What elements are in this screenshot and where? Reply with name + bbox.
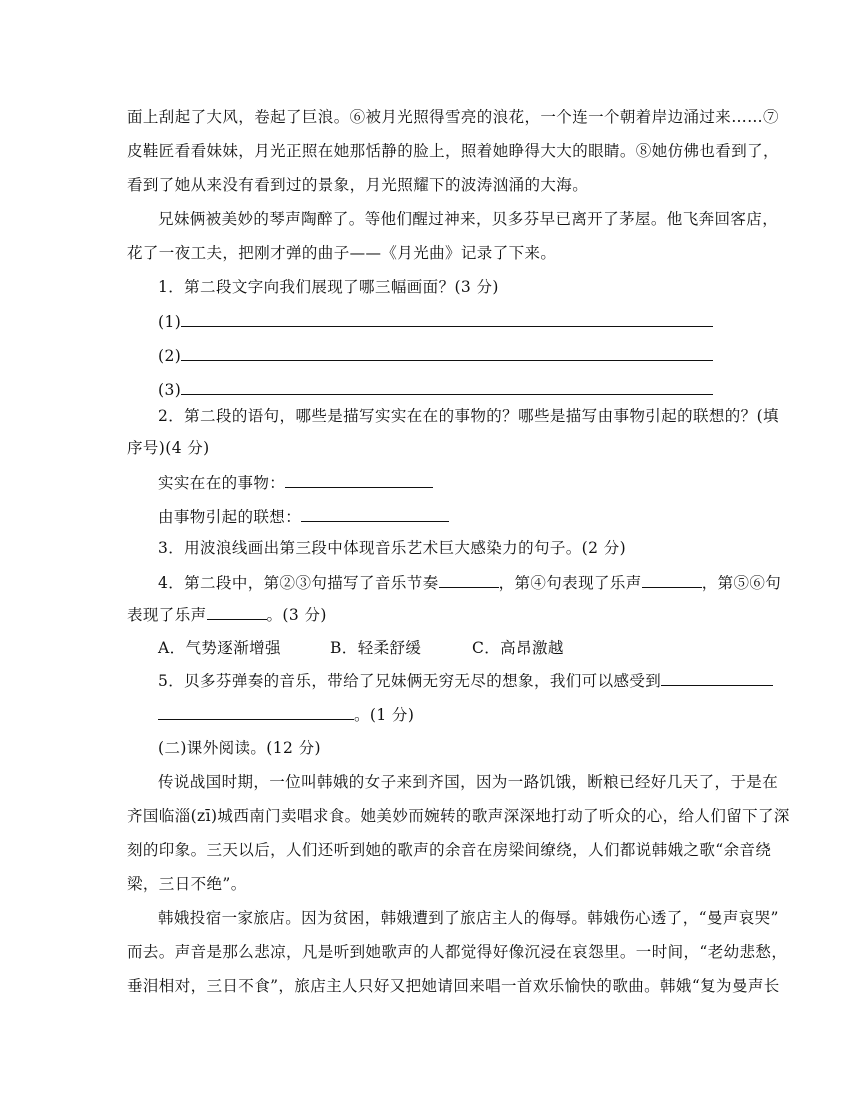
answer-blank[interactable] — [439, 571, 499, 588]
answer-blank[interactable] — [181, 310, 713, 327]
q4-option-a: A．气势逐渐增强 — [158, 639, 281, 657]
passage-line: 兄妹俩被美妙的琴声陶醉了。等他们醒过神来，贝多芬早已离开了茅屋。他飞奔回客店， — [158, 210, 779, 228]
q4-text: ，第④句表现了乐声 — [498, 574, 642, 592]
q5-text: 。(1 分) — [354, 706, 415, 724]
question-5-cont — [158, 703, 414, 726]
section-heading: (二)课外阅读。(12 分) — [158, 739, 321, 757]
answer-blank[interactable] — [661, 669, 773, 686]
passage-line: 齐国临淄(zī)城西南门卖唱求食。她美妙而婉转的歌声深深地打动了听众的心，给人们留下了深 — [127, 807, 790, 825]
answer-label: (1) — [158, 313, 182, 331]
q5-text: 5．贝多芬弹奏的音乐，带给了兄妹俩无穷无尽的想象，我们可以感受到 — [158, 672, 662, 690]
question-3: 3．用波浪线画出第三段中体现音乐艺术巨大感染力的句子。(2 分) — [158, 539, 627, 557]
question-2-cont: 序号)(4 分) — [127, 439, 210, 457]
question-4 — [158, 571, 781, 594]
q4-text: 表现了乐声 — [127, 606, 207, 624]
association-label: 由事物引起的联想： — [158, 508, 302, 526]
association-line — [158, 505, 449, 528]
question-5 — [158, 669, 773, 692]
passage-line: 垂泪相对，三日不食”，旅店主人只好又把她请回来唱一首欢乐愉快的歌曲。韩娥“复为曼声长 — [127, 977, 780, 995]
q4-text: 。(3 分) — [266, 606, 327, 624]
answer-label: (2) — [158, 347, 182, 365]
answer-blank[interactable] — [301, 505, 449, 522]
real-things-line — [158, 471, 433, 494]
question-2: 2．第二段的语句，哪些是描写实实在在的事物的？哪些是描写由事物引起的联想的？(填 — [158, 407, 779, 425]
question-4-cont — [127, 603, 327, 626]
q4-text: 4．第二段中，第②③句描写了音乐节奏 — [158, 574, 439, 592]
answer-blank[interactable] — [181, 378, 713, 395]
question-1: 1．第二段文字向我们展现了哪三幅画面？(3 分) — [158, 278, 499, 296]
passage-line: 传说战国时期，一位叫韩娥的女子来到齐国，因为一路饥饿，断粮已经好几天了，于是在 — [158, 773, 779, 791]
q4-option-b: B．轻柔舒缓 — [330, 639, 422, 657]
answer-line-1 — [158, 310, 713, 333]
answer-blank[interactable] — [285, 471, 433, 488]
passage-line: 看到了她从来没有看到过的景象，月光照耀下的波涛汹涌的大海。 — [127, 176, 589, 194]
passage-line: 梁，三日不绝”。 — [127, 875, 247, 893]
passage-line: 面上刮起了大风，卷起了巨浪。⑥被月光照得雪亮的浪花，一个连一个朝着岸边涌过来……⑦ — [127, 108, 779, 126]
answer-line-3 — [158, 378, 713, 401]
answer-blank[interactable] — [181, 344, 713, 361]
answer-blank[interactable] — [158, 703, 354, 720]
passage-line: 刻的印象。三天以后，人们还听到她的歌声的余音在房梁间缭绕，人们都说韩娥之歌“余音绕 — [127, 841, 772, 859]
answer-label: (3) — [158, 381, 182, 399]
passage-line: 而去。声音是那么悲凉，凡是听到她歌声的人都觉得好像沉浸在哀怨里。一时间，“老幼悲愁， — [127, 943, 788, 961]
answer-blank[interactable] — [642, 571, 702, 588]
answer-blank[interactable] — [207, 603, 267, 620]
q4-option-c: C．高昂激越 — [472, 639, 564, 657]
passage-line: 花了一夜工夫，把刚才弹的曲子——《月光曲》记录了下来。 — [127, 244, 557, 262]
passage-line: 皮鞋匠看看妹妹，月光正照在她那恬静的脸上，照着她睁得大大的眼睛。⑧她仿佛也看到了， — [127, 142, 779, 160]
q4-text: ，第⑤⑥句 — [701, 574, 782, 592]
passage-line: 韩娥投宿一家旅店。因为贫困，韩娥遭到了旅店主人的侮辱。韩娥伤心透了，“曼声哀哭” — [158, 909, 779, 927]
answer-line-2 — [158, 344, 713, 367]
real-things-label: 实实在在的事物： — [158, 474, 286, 492]
